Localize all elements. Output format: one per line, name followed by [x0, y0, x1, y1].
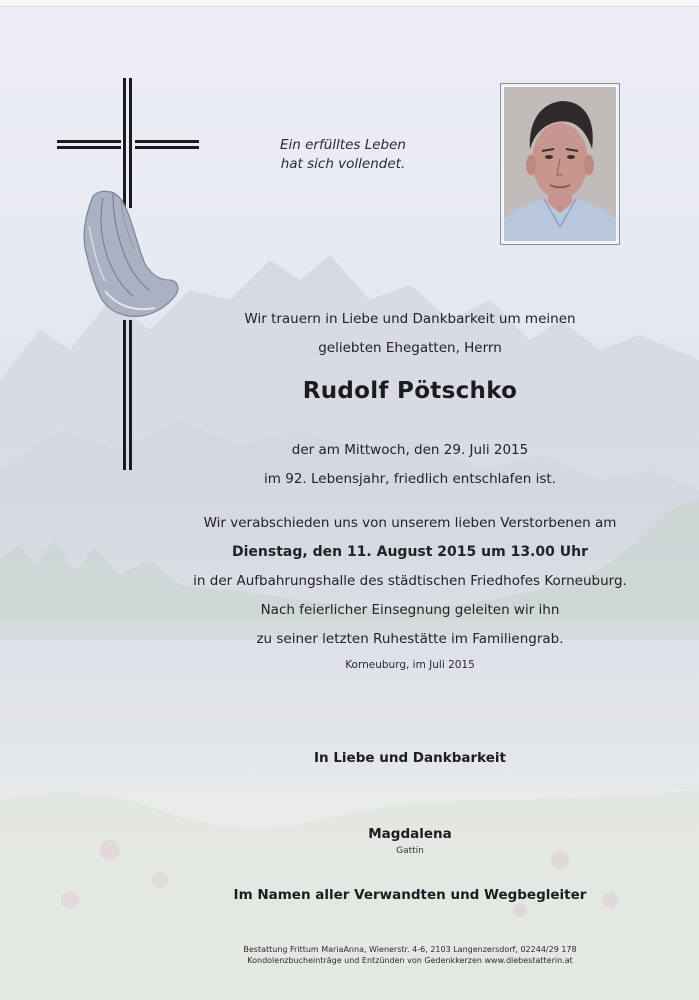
mourner-name: Magdalena [368, 826, 452, 842]
closing-text: In Liebe und Dankbarkeit [313, 750, 506, 766]
farewell-date: Dienstag, den 11. August 2015 um 13.00 Uhr [232, 544, 588, 560]
funeral-home-footer [150, 944, 670, 966]
on-behalf-text: Im Namen aller Verwandten und Wegbegleiter [233, 887, 587, 903]
place-date: Korneuburg, im Juli 2015 [345, 659, 475, 671]
intro-line-1: Wir trauern in Liebe und Dankbarkeit um meinen [244, 311, 576, 327]
farewell-detail-1: in der Aufbahrungshalle des städtischen Friedhofes Korneuburg. [193, 573, 627, 589]
death-info [150, 436, 670, 494]
motto-line-2: hat sich vollendet. [280, 156, 406, 172]
deceased-name: Rudolf Pötschko [302, 378, 518, 404]
intro-line-2: geliebten Ehegatten, Herrn [318, 340, 502, 356]
farewell-detail-2: Nach feierlicher Einsegnung geleiten wir ihn [260, 602, 560, 618]
farewell-detail-3: zu seiner letzten Ruhestätte im Familiengrab. [256, 631, 564, 647]
death-info-line-2: im 92. Lebensjahr, friedlich entschlafen ist. [264, 471, 556, 487]
cross-icon [55, 76, 205, 476]
footer-line-2: Kondolenzbucheinträge und Entzünden von Gedenkkerzen www.diebestatterin.at [247, 956, 573, 965]
praying-hands-icon [84, 191, 178, 316]
farewell-text [150, 509, 670, 654]
death-info-line-1: der am Mittwoch, den 29. Juli 2015 [291, 442, 529, 458]
intro-text [150, 305, 670, 363]
portrait-image [504, 87, 616, 241]
footer-line-1: Bestattung Frittum MariaAnna, Wienerstr. 4-6, 2103 Langenzersdorf, 02244/29 178 [243, 945, 577, 954]
mourner-role: Gattin [396, 846, 424, 856]
scan-edge [0, 0, 699, 7]
motto-line-1: Ein erfülltes Leben [280, 137, 406, 153]
motto [238, 136, 448, 174]
farewell-intro: Wir verabschieden uns von unserem lieben Verstorbenen am [203, 515, 617, 531]
portrait-photo [500, 83, 620, 245]
